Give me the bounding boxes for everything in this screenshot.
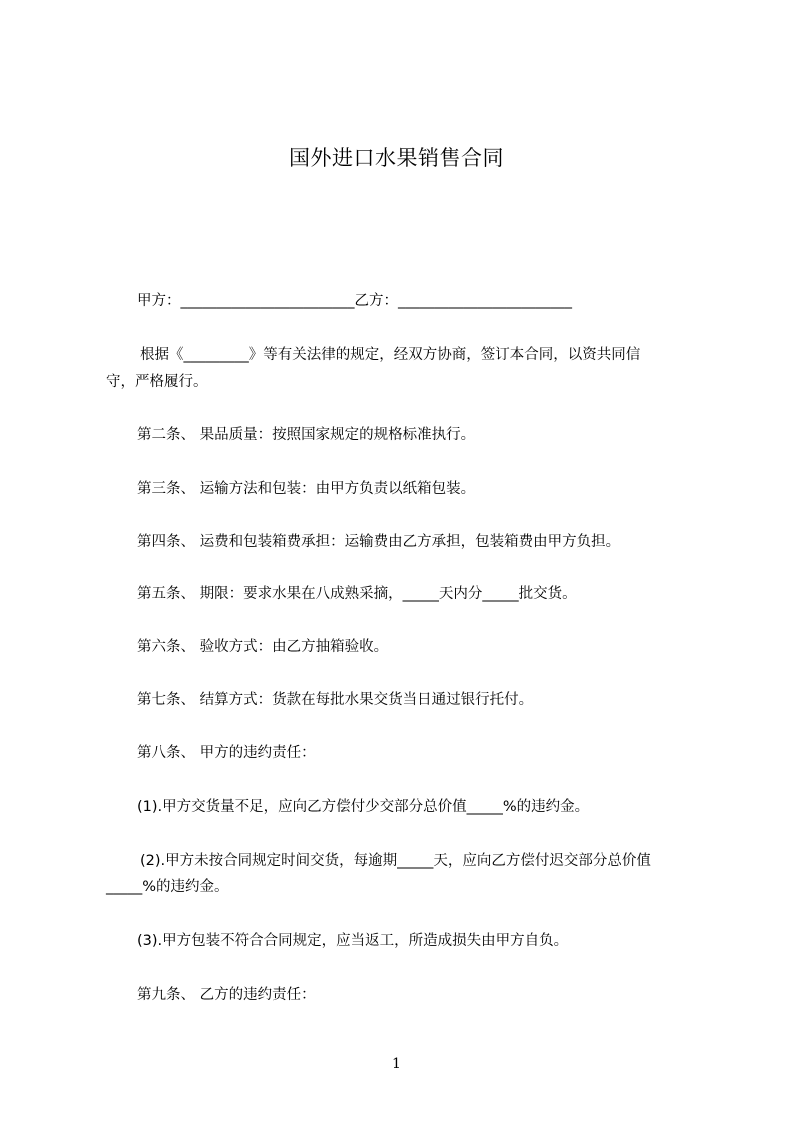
- page-number: 1: [392, 1056, 401, 1072]
- document-title: 国外进口水果销售合同: [289, 146, 504, 170]
- article-2: 第二条、 果品质量：按照国家规定的规格标准执行。: [137, 427, 476, 443]
- article-7: 第七条、 结算方式：货款在每批水果交货当日通过银行托付。: [137, 692, 534, 708]
- clause-8-1: (1).甲方交货量不足，应向乙方偿付少交部分总价值_____%的违约金。: [137, 799, 590, 815]
- article-8: 第八条、 甲方的违约责任：: [137, 745, 316, 761]
- article-3: 第三条、 运输方法和包装：由甲方负责以纸箱包装。: [137, 481, 476, 497]
- clause-8-2-line-1: (2).甲方未按合同规定时间交货，每逾期_____天，应向乙方偿付迟交部分总价值: [140, 853, 651, 869]
- article-5: 第五条、 期限：要求水果在八成熟采摘，_____天内分_____批交货。: [137, 586, 577, 602]
- article-9: 第九条、 乙方的违约责任：: [137, 987, 316, 1003]
- clause-8-2-line-2: _____%的违约金。: [106, 879, 229, 895]
- article-6: 第六条、 验收方式：由乙方抽箱验收。: [137, 639, 389, 655]
- clause-8-3: (3).甲方包装不符合合同规定，应当返工，所造成损失由甲方自负。: [137, 933, 569, 949]
- article-4: 第四条、 运费和包装箱费承担：运输费由乙方承担，包装箱费由甲方负担。: [137, 534, 621, 550]
- parties-line: 甲方：________________________乙方：________________________: [137, 293, 572, 309]
- preamble-line-1: 根据《_________》等有关法律的规定，经双方协商，签订本合同，以资共同信: [140, 347, 641, 363]
- preamble-line-2: 守，严格履行。: [106, 374, 208, 390]
